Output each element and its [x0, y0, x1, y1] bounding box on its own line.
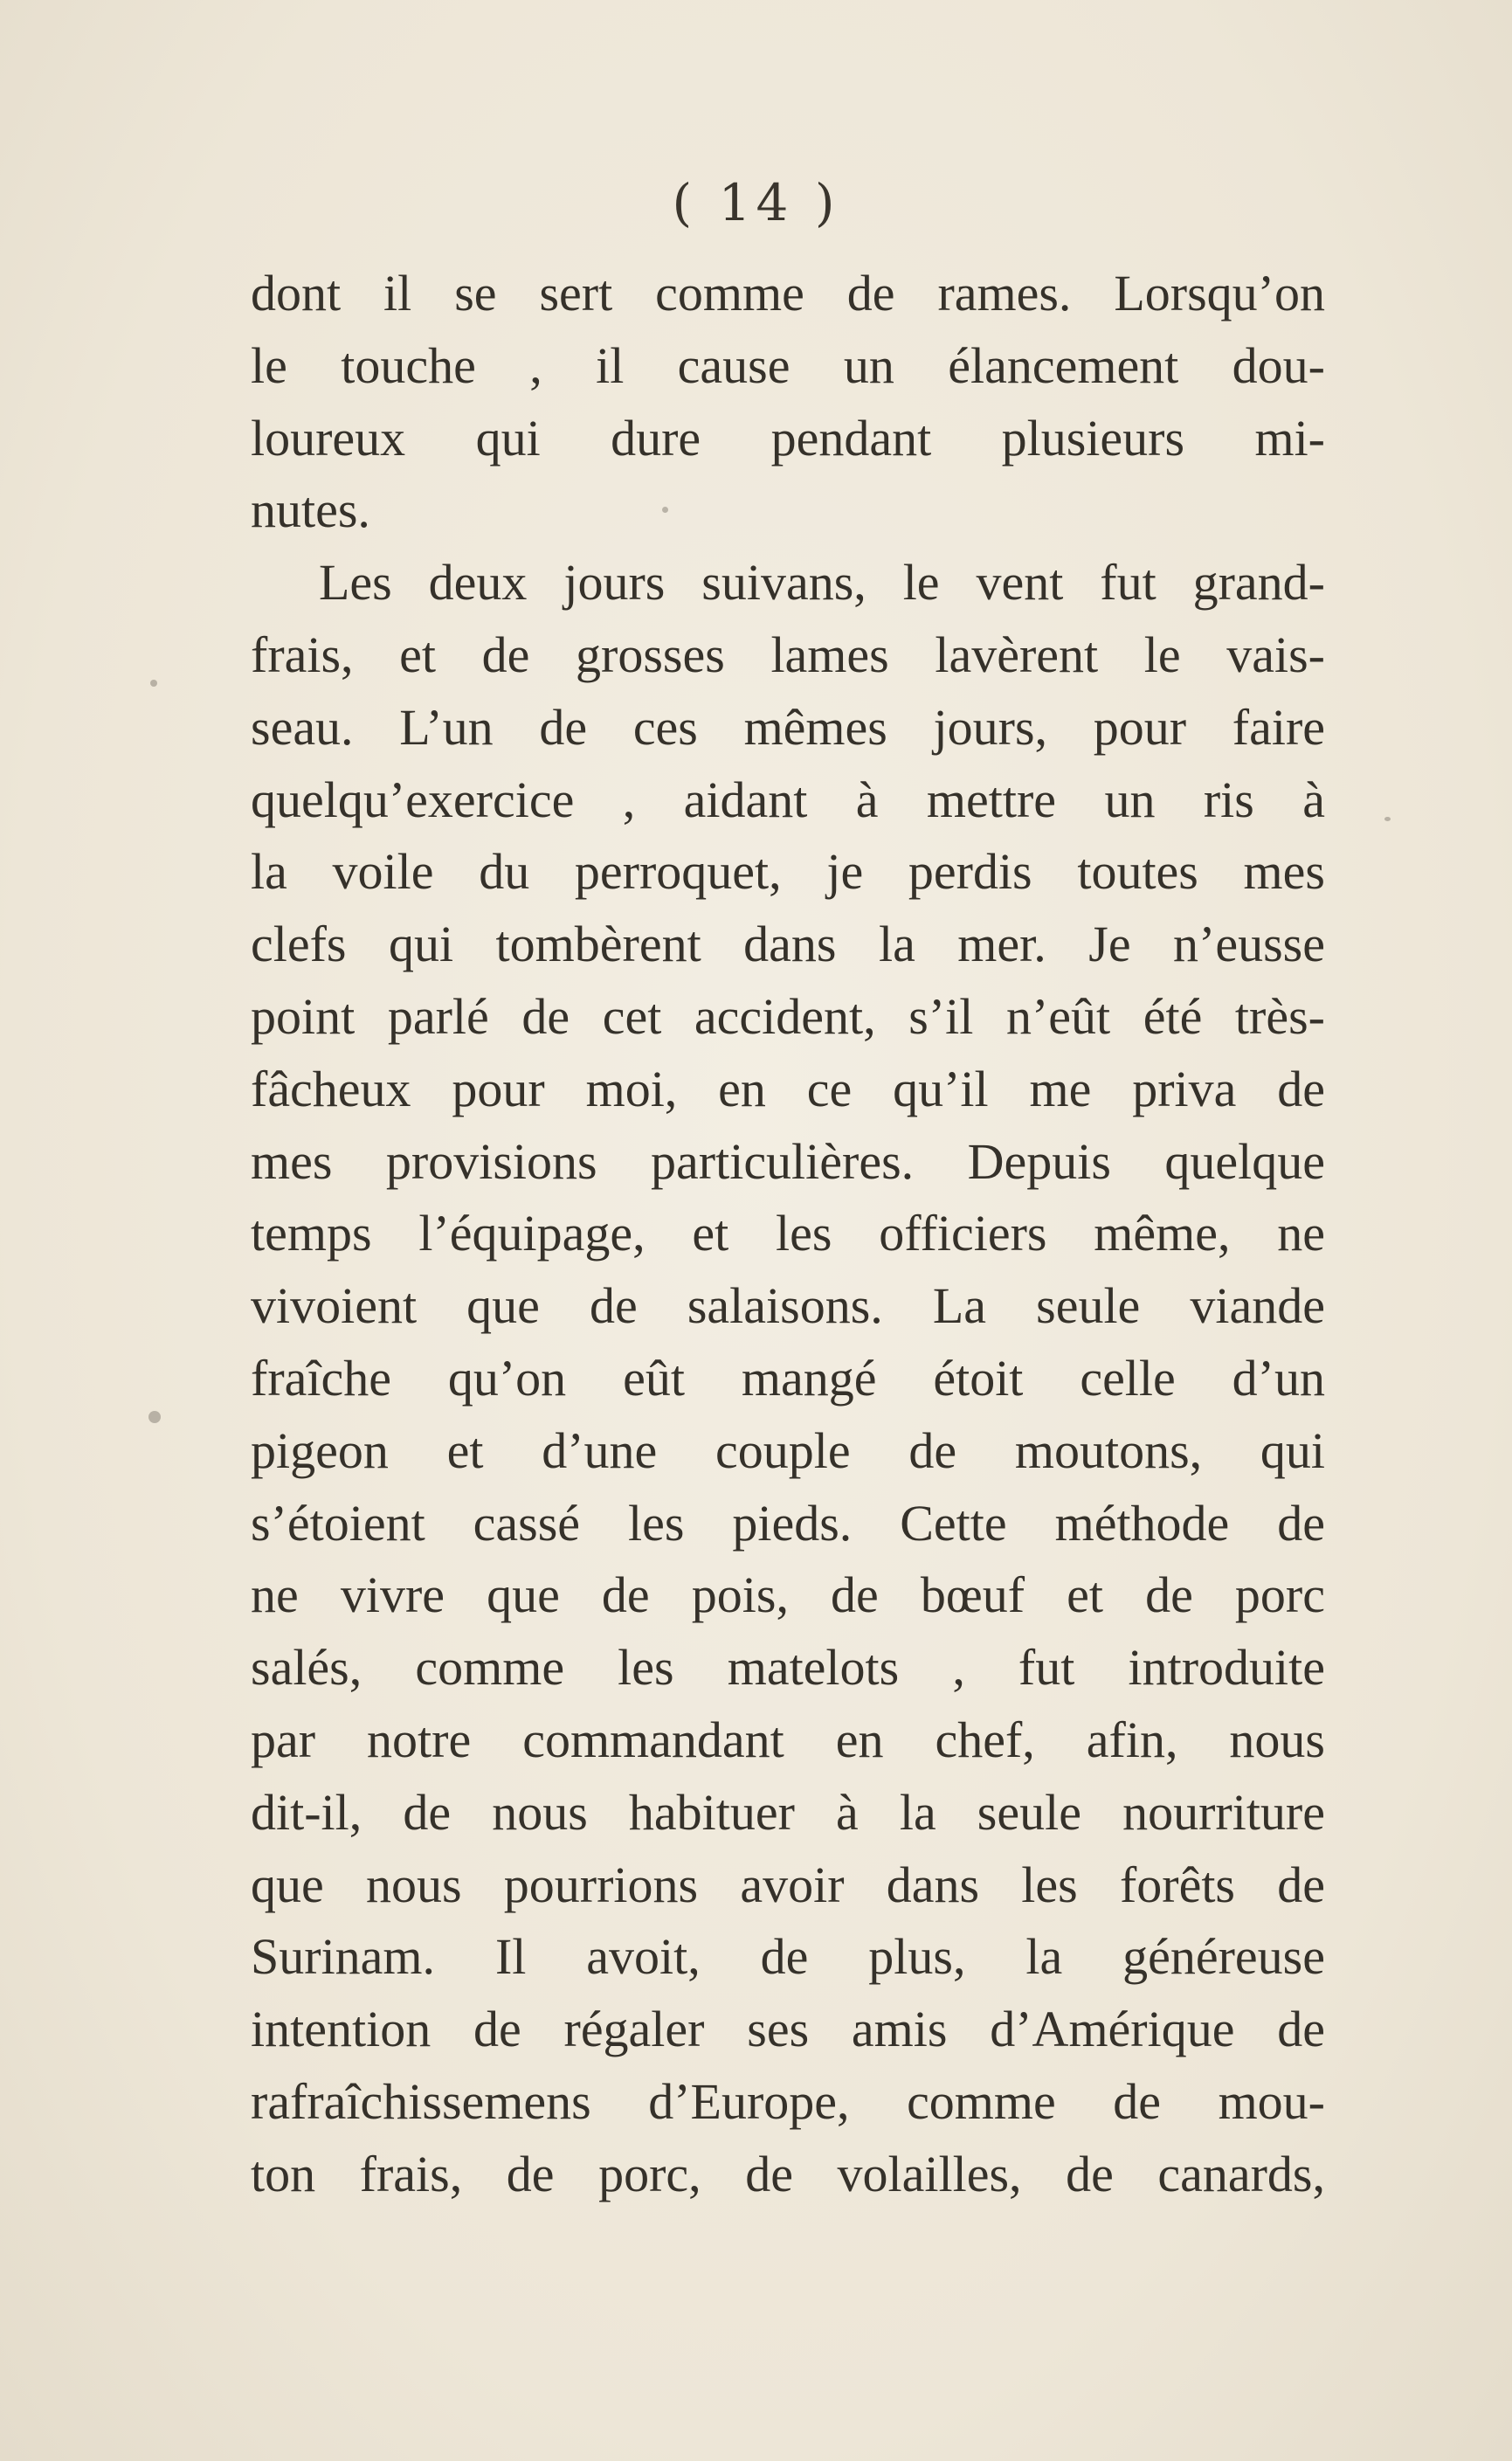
text-line: nutes. [251, 481, 370, 539]
text-line: ton frais, de porc, de volailles, de canards, [251, 2145, 1325, 2202]
text-line: temps l’équipage, et les officiers même, ne [251, 1205, 1325, 1262]
text-line: salés, comme les matelots , fut introduite [251, 1639, 1325, 1697]
text-line: ne vivre que de pois, de bœuf et de porc [251, 1566, 1325, 1624]
text-line: la voile du perroquet, je perdis toutes mes [251, 843, 1325, 901]
text-line: que nous pourrions avoir dans les forêts de [251, 1856, 1325, 1913]
text-line: le touche , il cause un élancement dou- [251, 336, 1325, 394]
text-line: dit-il, de nous habituer à la seule nourriture [251, 1783, 1325, 1841]
text-line: rafraîchissemens d’Europe, comme de mou- [251, 2072, 1325, 2130]
text-line: par notre commandant en chef, afin, nous [251, 1711, 1325, 1768]
text-line: fâcheux pour moi, en ce qu’il me priva de [251, 1060, 1325, 1117]
text-line: frais, et de grosses lames lavèrent le vais- [251, 626, 1325, 683]
text-line: seau. L’un de ces mêmes jours, pour faire [251, 698, 1325, 756]
paper-speck [1384, 817, 1391, 821]
text-line: dont il se sert comme de rames. Lorsqu’on [251, 265, 1325, 321]
text-line: pigeon et d’une couple de moutons, qui [251, 1421, 1325, 1479]
text-line: point parlé de cet accident, s’il n’eût été très- [251, 987, 1325, 1045]
text-line: mes provisions particulières. Depuis quelque [251, 1132, 1325, 1190]
paper-speck [148, 1411, 161, 1423]
text-line: s’étoient cassé les pieds. Cette méthode de [251, 1494, 1325, 1552]
text-line: loureux qui dure pendant plusieurs mi- [251, 409, 1325, 467]
text-line: Surinam. Il avoit, de plus, la généreuse [251, 1928, 1325, 1986]
body-text [251, 258, 1325, 2211]
text-line: fraîche qu’on eût mangé étoit celle d’un [251, 1349, 1325, 1407]
text-line: intention de régaler ses amis d’Amérique de [251, 2001, 1325, 2058]
text-line: vivoient que de salaisons. La seule viande [251, 1277, 1325, 1335]
page-number: ( 14 ) [672, 173, 840, 232]
text-line: Les deux jours suivans, le vent fut grand- [319, 554, 1325, 612]
text-line: quelqu’exercice , aidant à mettre un ris à [251, 771, 1325, 828]
text-line: clefs qui tombèrent dans la mer. Je n’eusse [251, 916, 1325, 973]
paper-speck [150, 680, 157, 687]
